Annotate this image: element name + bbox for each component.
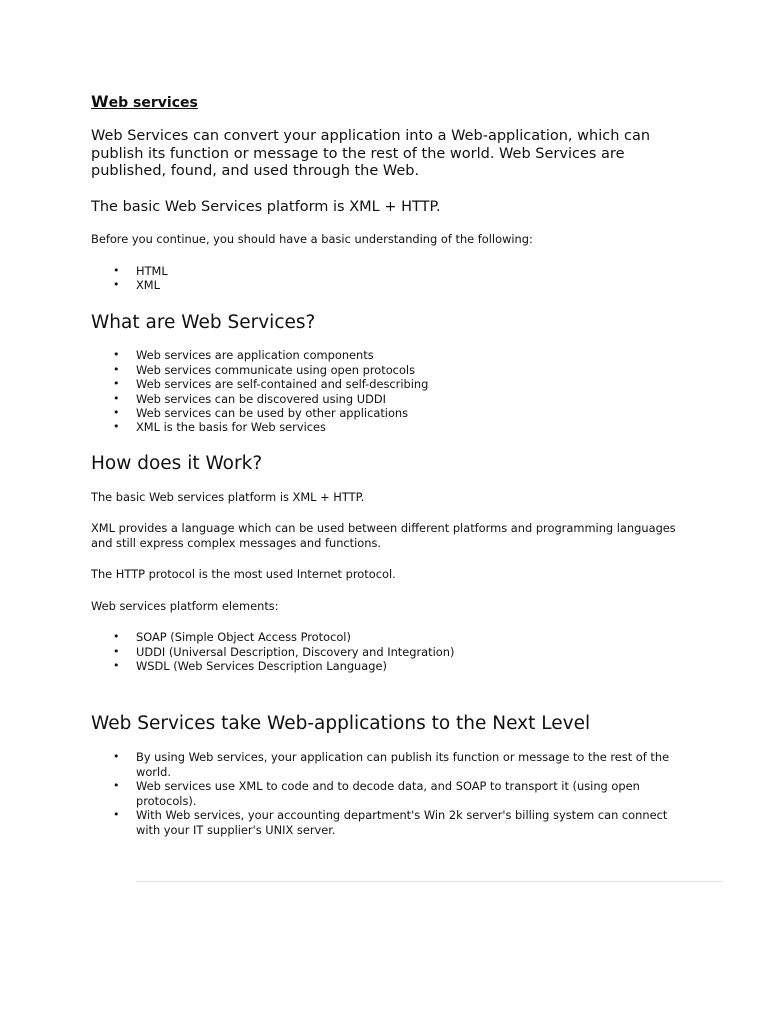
bullet-icon: • [113, 779, 120, 793]
list-item: • Web services can be used by other applications [113, 405, 409, 420]
list-item: • HTML [113, 263, 168, 278]
list-item: • Web services are self-contained and self-describing [113, 377, 429, 392]
bullet-icon: • [113, 644, 120, 658]
intro-paragraph: Web Services can convert your application into a Web-application, which can publish its function or message to the rest of the world. Web Services are published, found, and used through the Web. [91, 128, 651, 179]
title-initial: W [91, 92, 109, 111]
list-item: • Web services are application components [113, 348, 374, 363]
document-title [91, 93, 731, 112]
list-item: • XML is the basis for Web services [113, 420, 326, 435]
bullet-icon: • [113, 405, 120, 419]
horizontal-rule [136, 881, 723, 882]
how-paragraph-4: Web services platform elements: [91, 598, 279, 613]
list-item: • With Web services, your accounting department's Win 2k server's billing system can connect with your IT supplier's UNIX server. [113, 808, 668, 837]
bullet-icon: • [113, 391, 120, 405]
bullet-icon: • [113, 659, 120, 673]
next-level-list [91, 750, 681, 836]
prereq-list [91, 264, 731, 293]
list-item: • Web services communicate using open protocols [113, 362, 416, 377]
title-rest: eb services [108, 95, 198, 111]
platform-elements-list [91, 630, 731, 673]
what-list [91, 348, 731, 434]
bullet-icon: • [113, 750, 120, 764]
how-paragraph-3: The HTTP protocol is the most used Internet protocol. [91, 567, 396, 582]
platform-paragraph: The basic Web Services platform is XML + HTTP. [91, 198, 441, 215]
list-item: • Web services can be discovered using UDDI [113, 391, 386, 406]
bullet-icon: • [113, 630, 120, 644]
heading-how-does-it-work: How does it Work? [91, 452, 263, 474]
bullet-icon: • [113, 263, 120, 277]
heading-next-level: Web Services take Web-applications to the Next Level [91, 713, 591, 735]
list-item: • UDDI (Universal Description, Discovery and Integration) [113, 644, 455, 659]
bullet-icon: • [113, 348, 120, 362]
heading-what-are-web-services: What are Web Services? [91, 312, 316, 334]
bullet-icon: • [113, 362, 120, 376]
prereq-paragraph: Before you continue, you should have a basic understanding of the following: [91, 232, 533, 246]
list-item: • WSDL (Web Services Description Language) [113, 659, 387, 674]
list-item: • SOAP (Simple Object Access Protocol) [113, 630, 351, 645]
list-item: • Web services use XML to code and to decode data, and SOAP to transport it (using open protocols). [113, 779, 640, 808]
bullet-icon: • [113, 277, 120, 291]
list-item: • By using Web services, your application can publish its function or message to the rest of the world. [113, 750, 670, 779]
how-paragraph-1: The basic Web services platform is XML + HTTP. [91, 489, 365, 504]
how-paragraph-2: XML provides a language which can be used between different platforms and programming languages and still express complex messages and functions. [91, 521, 676, 550]
list-item: • XML [113, 277, 160, 292]
bullet-icon: • [113, 377, 120, 391]
bullet-icon: • [113, 808, 120, 822]
bullet-icon: • [113, 420, 120, 434]
document-page [91, 93, 731, 837]
